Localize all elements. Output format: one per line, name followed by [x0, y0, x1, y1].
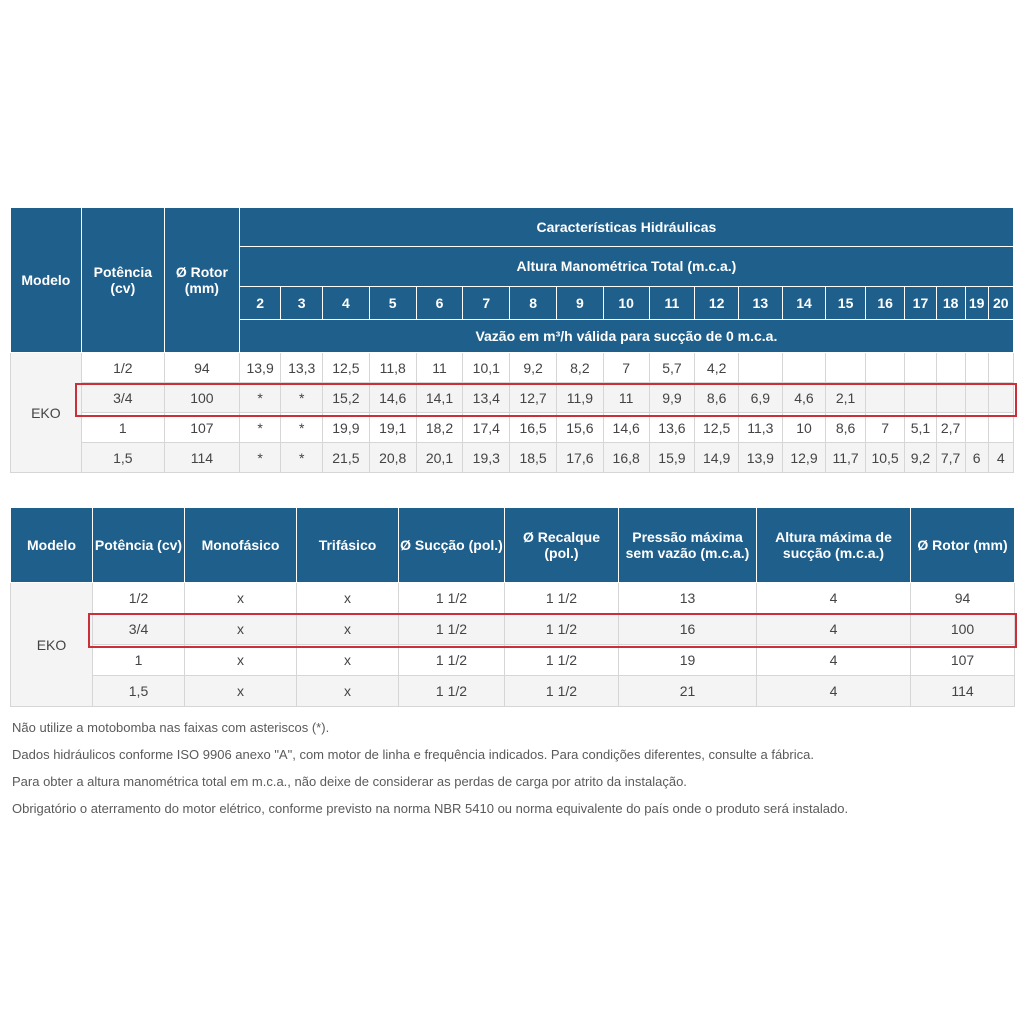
col-rotor-header: Ø Rotor (mm) — [164, 208, 239, 353]
flow-cell: 9,2 — [905, 443, 936, 473]
table-row — [11, 353, 1014, 383]
flow-cell: 14,6 — [369, 383, 416, 413]
table-row — [11, 676, 1015, 707]
spec-suction-cell: 1 1/2 — [399, 645, 505, 676]
rotor-cell: 107 — [164, 413, 239, 443]
rotor-cell: 94 — [164, 353, 239, 383]
height-header: 11 — [649, 286, 695, 319]
flow-cell: 13,9 — [239, 353, 281, 383]
hydraulic-characteristics-table — [10, 207, 1014, 473]
power-cell: 3/4 — [81, 383, 164, 413]
height-header: 6 — [416, 286, 463, 319]
height-header: 20 — [988, 286, 1013, 319]
flow-cell: * — [281, 413, 323, 443]
height-header: 10 — [603, 286, 649, 319]
height-header: 17 — [905, 286, 936, 319]
height-header: 3 — [281, 286, 323, 319]
flow-cell: 2,7 — [936, 413, 965, 443]
spec-discharge-cell: 1 1/2 — [505, 645, 619, 676]
flow-cell: 6 — [965, 443, 988, 473]
height-header: 16 — [865, 286, 905, 319]
spec-mono-cell: x — [185, 614, 297, 645]
flow-cell: 16,8 — [603, 443, 649, 473]
table-title: Características Hidráulicas — [239, 208, 1013, 247]
flow-cell: 21,5 — [323, 443, 370, 473]
flow-cell: 11 — [603, 383, 649, 413]
flow-cell: 18,5 — [510, 443, 557, 473]
height-header: 2 — [239, 286, 281, 319]
flow-cell: 7 — [865, 413, 905, 443]
flow-cell: 20,8 — [369, 443, 416, 473]
flow-cell: 17,6 — [556, 443, 603, 473]
table-row — [11, 614, 1015, 645]
flow-cell: 4 — [988, 443, 1013, 473]
spec-power-cell: 1,5 — [93, 676, 185, 707]
flow-cell: 20,1 — [416, 443, 463, 473]
flow-cell: 15,9 — [649, 443, 695, 473]
flow-cell — [865, 353, 905, 383]
flow-cell — [905, 383, 936, 413]
flow-cell: 8,2 — [556, 353, 603, 383]
flow-cell — [782, 353, 826, 383]
height-header: 12 — [695, 286, 739, 319]
spec-rotor-cell: 107 — [911, 645, 1015, 676]
flow-cell — [936, 383, 965, 413]
flow-cell: 4,2 — [695, 353, 739, 383]
height-header: 7 — [463, 286, 510, 319]
spec-power-cell: 1 — [93, 645, 185, 676]
flow-cell: 11,3 — [738, 413, 782, 443]
spec-discharge-header: Ø Recalque (pol.) — [505, 508, 619, 583]
flow-cell: * — [281, 443, 323, 473]
spec-mono-cell: x — [185, 645, 297, 676]
flow-cell: 9,2 — [510, 353, 557, 383]
spec-max-suction-header: Altura máxima de sucção (m.c.a.) — [757, 508, 911, 583]
spec-mono-header: Monofásico — [185, 508, 297, 583]
height-header: 8 — [510, 286, 557, 319]
flow-cell: 13,4 — [463, 383, 510, 413]
flow-cell: 13,3 — [281, 353, 323, 383]
flow-cell: 14,6 — [603, 413, 649, 443]
table-row — [11, 583, 1015, 614]
spec-tri-cell: x — [297, 583, 399, 614]
flow-cell: 14,9 — [695, 443, 739, 473]
flow-cell: 14,1 — [416, 383, 463, 413]
notes — [12, 714, 1017, 822]
flow-cell — [905, 353, 936, 383]
note-iso: Dados hidráulicos conforme ISO 9906 anexo "A", com motor de linha e frequência indicados. Para condições diferentes, consulte a fábrica. — [12, 747, 814, 762]
height-header: 13 — [738, 286, 782, 319]
spec-tri-cell: x — [297, 645, 399, 676]
col-model-header: Modelo — [11, 208, 82, 353]
flow-cell — [865, 383, 905, 413]
flow-cell: 10,5 — [865, 443, 905, 473]
flow-cell: 7,7 — [936, 443, 965, 473]
spec-mono-cell: x — [185, 676, 297, 707]
rotor-cell: 100 — [164, 383, 239, 413]
height-header: 15 — [826, 286, 866, 319]
height-header: 5 — [369, 286, 416, 319]
spec-suction-cell: 1 1/2 — [399, 583, 505, 614]
spec-pressure-cell: 13 — [619, 583, 757, 614]
flow-cell: 8,6 — [695, 383, 739, 413]
flow-cell: 11,9 — [556, 383, 603, 413]
power-cell: 1 — [81, 413, 164, 443]
note-grounding: Obrigatório o aterramento do motor elétrico, conforme previsto na norma NBR 5410 ou norma equivalente do país onde o produto será instalado. — [12, 801, 849, 816]
table-row — [11, 443, 1014, 473]
flow-cell — [988, 383, 1013, 413]
flow-cell: 11,7 — [826, 443, 866, 473]
flow-cell: 4,6 — [782, 383, 826, 413]
flow-cell: 10 — [782, 413, 826, 443]
height-header: 18 — [936, 286, 965, 319]
flow-cell: 19,9 — [323, 413, 370, 443]
flow-cell: 6,9 — [738, 383, 782, 413]
flow-cell: * — [239, 383, 281, 413]
spec-max-suction-cell: 4 — [757, 676, 911, 707]
table-subtitle: Altura Manométrica Total (m.c.a.) — [239, 247, 1013, 286]
height-header: 4 — [323, 286, 370, 319]
spec-max-suction-cell: 4 — [757, 614, 911, 645]
spec-tri-header: Trifásico — [297, 508, 399, 583]
flow-cell: 11,8 — [369, 353, 416, 383]
flow-cell: 13,9 — [738, 443, 782, 473]
note-head-loss: Para obter a altura manométrica total em m.c.a., não deixe de considerar as perdas de carga por atrito da instalação. — [12, 774, 687, 789]
power-cell: 1/2 — [81, 353, 164, 383]
flow-cell — [738, 353, 782, 383]
spec-discharge-cell: 1 1/2 — [505, 583, 619, 614]
spec-pressure-cell: 21 — [619, 676, 757, 707]
spec-power-cell: 1/2 — [93, 583, 185, 614]
flow-cell: 12,5 — [323, 353, 370, 383]
table-row — [11, 645, 1015, 676]
spec-suction-cell: 1 1/2 — [399, 614, 505, 645]
col-power-header: Potência (cv) — [81, 208, 164, 353]
flow-cell: 2,1 — [826, 383, 866, 413]
rotor-cell: 114 — [164, 443, 239, 473]
flow-cell: 19,1 — [369, 413, 416, 443]
flow-cell: 15,6 — [556, 413, 603, 443]
flow-cell: * — [239, 413, 281, 443]
spec-rotor-cell: 94 — [911, 583, 1015, 614]
spec-power-header: Potência (cv) — [93, 508, 185, 583]
flow-cell: 16,5 — [510, 413, 557, 443]
flow-cell: 10,1 — [463, 353, 510, 383]
spec-rotor-cell: 114 — [911, 676, 1015, 707]
spec-pressure-header: Pressão máxima sem vazão (m.c.a.) — [619, 508, 757, 583]
spec-tri-cell: x — [297, 676, 399, 707]
power-cell: 1,5 — [81, 443, 164, 473]
flow-cell: 9,9 — [649, 383, 695, 413]
flow-cell: 19,3 — [463, 443, 510, 473]
flow-cell: 5,7 — [649, 353, 695, 383]
table-row — [11, 383, 1014, 413]
flow-cell: 12,5 — [695, 413, 739, 443]
flow-cell: * — [281, 383, 323, 413]
spec-tri-cell: x — [297, 614, 399, 645]
model-cell: EKO — [11, 353, 82, 473]
spec-max-suction-cell: 4 — [757, 583, 911, 614]
height-header: 19 — [965, 286, 988, 319]
flow-cell: 12,7 — [510, 383, 557, 413]
flow-label: Vazão em m³/h válida para sucção de 0 m.c.a. — [239, 319, 1013, 352]
spec-pressure-cell: 16 — [619, 614, 757, 645]
flow-cell — [965, 353, 988, 383]
flow-cell: 13,6 — [649, 413, 695, 443]
flow-cell — [965, 413, 988, 443]
spec-power-cell: 3/4 — [93, 614, 185, 645]
flow-cell: 11 — [416, 353, 463, 383]
height-header: 9 — [556, 286, 603, 319]
spec-suction-header: Ø Sucção (pol.) — [399, 508, 505, 583]
flow-cell: 12,9 — [782, 443, 826, 473]
flow-cell: 15,2 — [323, 383, 370, 413]
spec-mono-cell: x — [185, 583, 297, 614]
flow-cell: 8,6 — [826, 413, 866, 443]
spec-suction-cell: 1 1/2 — [399, 676, 505, 707]
flow-cell: 17,4 — [463, 413, 510, 443]
height-header: 14 — [782, 286, 826, 319]
flow-cell — [988, 353, 1013, 383]
flow-cell: 5,1 — [905, 413, 936, 443]
flow-cell: * — [239, 443, 281, 473]
spec-discharge-cell: 1 1/2 — [505, 676, 619, 707]
spec-rotor-cell: 100 — [911, 614, 1015, 645]
flow-cell — [988, 413, 1013, 443]
flow-cell — [936, 353, 965, 383]
spec-pressure-cell: 19 — [619, 645, 757, 676]
flow-cell: 18,2 — [416, 413, 463, 443]
flow-cell — [826, 353, 866, 383]
flow-cell: 7 — [603, 353, 649, 383]
spec-discharge-cell: 1 1/2 — [505, 614, 619, 645]
spec-rotor-header: Ø Rotor (mm) — [911, 508, 1015, 583]
pump-specs-table — [10, 507, 1015, 707]
table-row — [11, 413, 1014, 443]
note-asterisk: Não utilize a motobomba nas faixas com asteriscos (*). — [12, 720, 330, 735]
model-cell: EKO — [11, 583, 93, 707]
flow-cell — [965, 383, 988, 413]
spec-max-suction-cell: 4 — [757, 645, 911, 676]
spec-model-header: Modelo — [11, 508, 93, 583]
